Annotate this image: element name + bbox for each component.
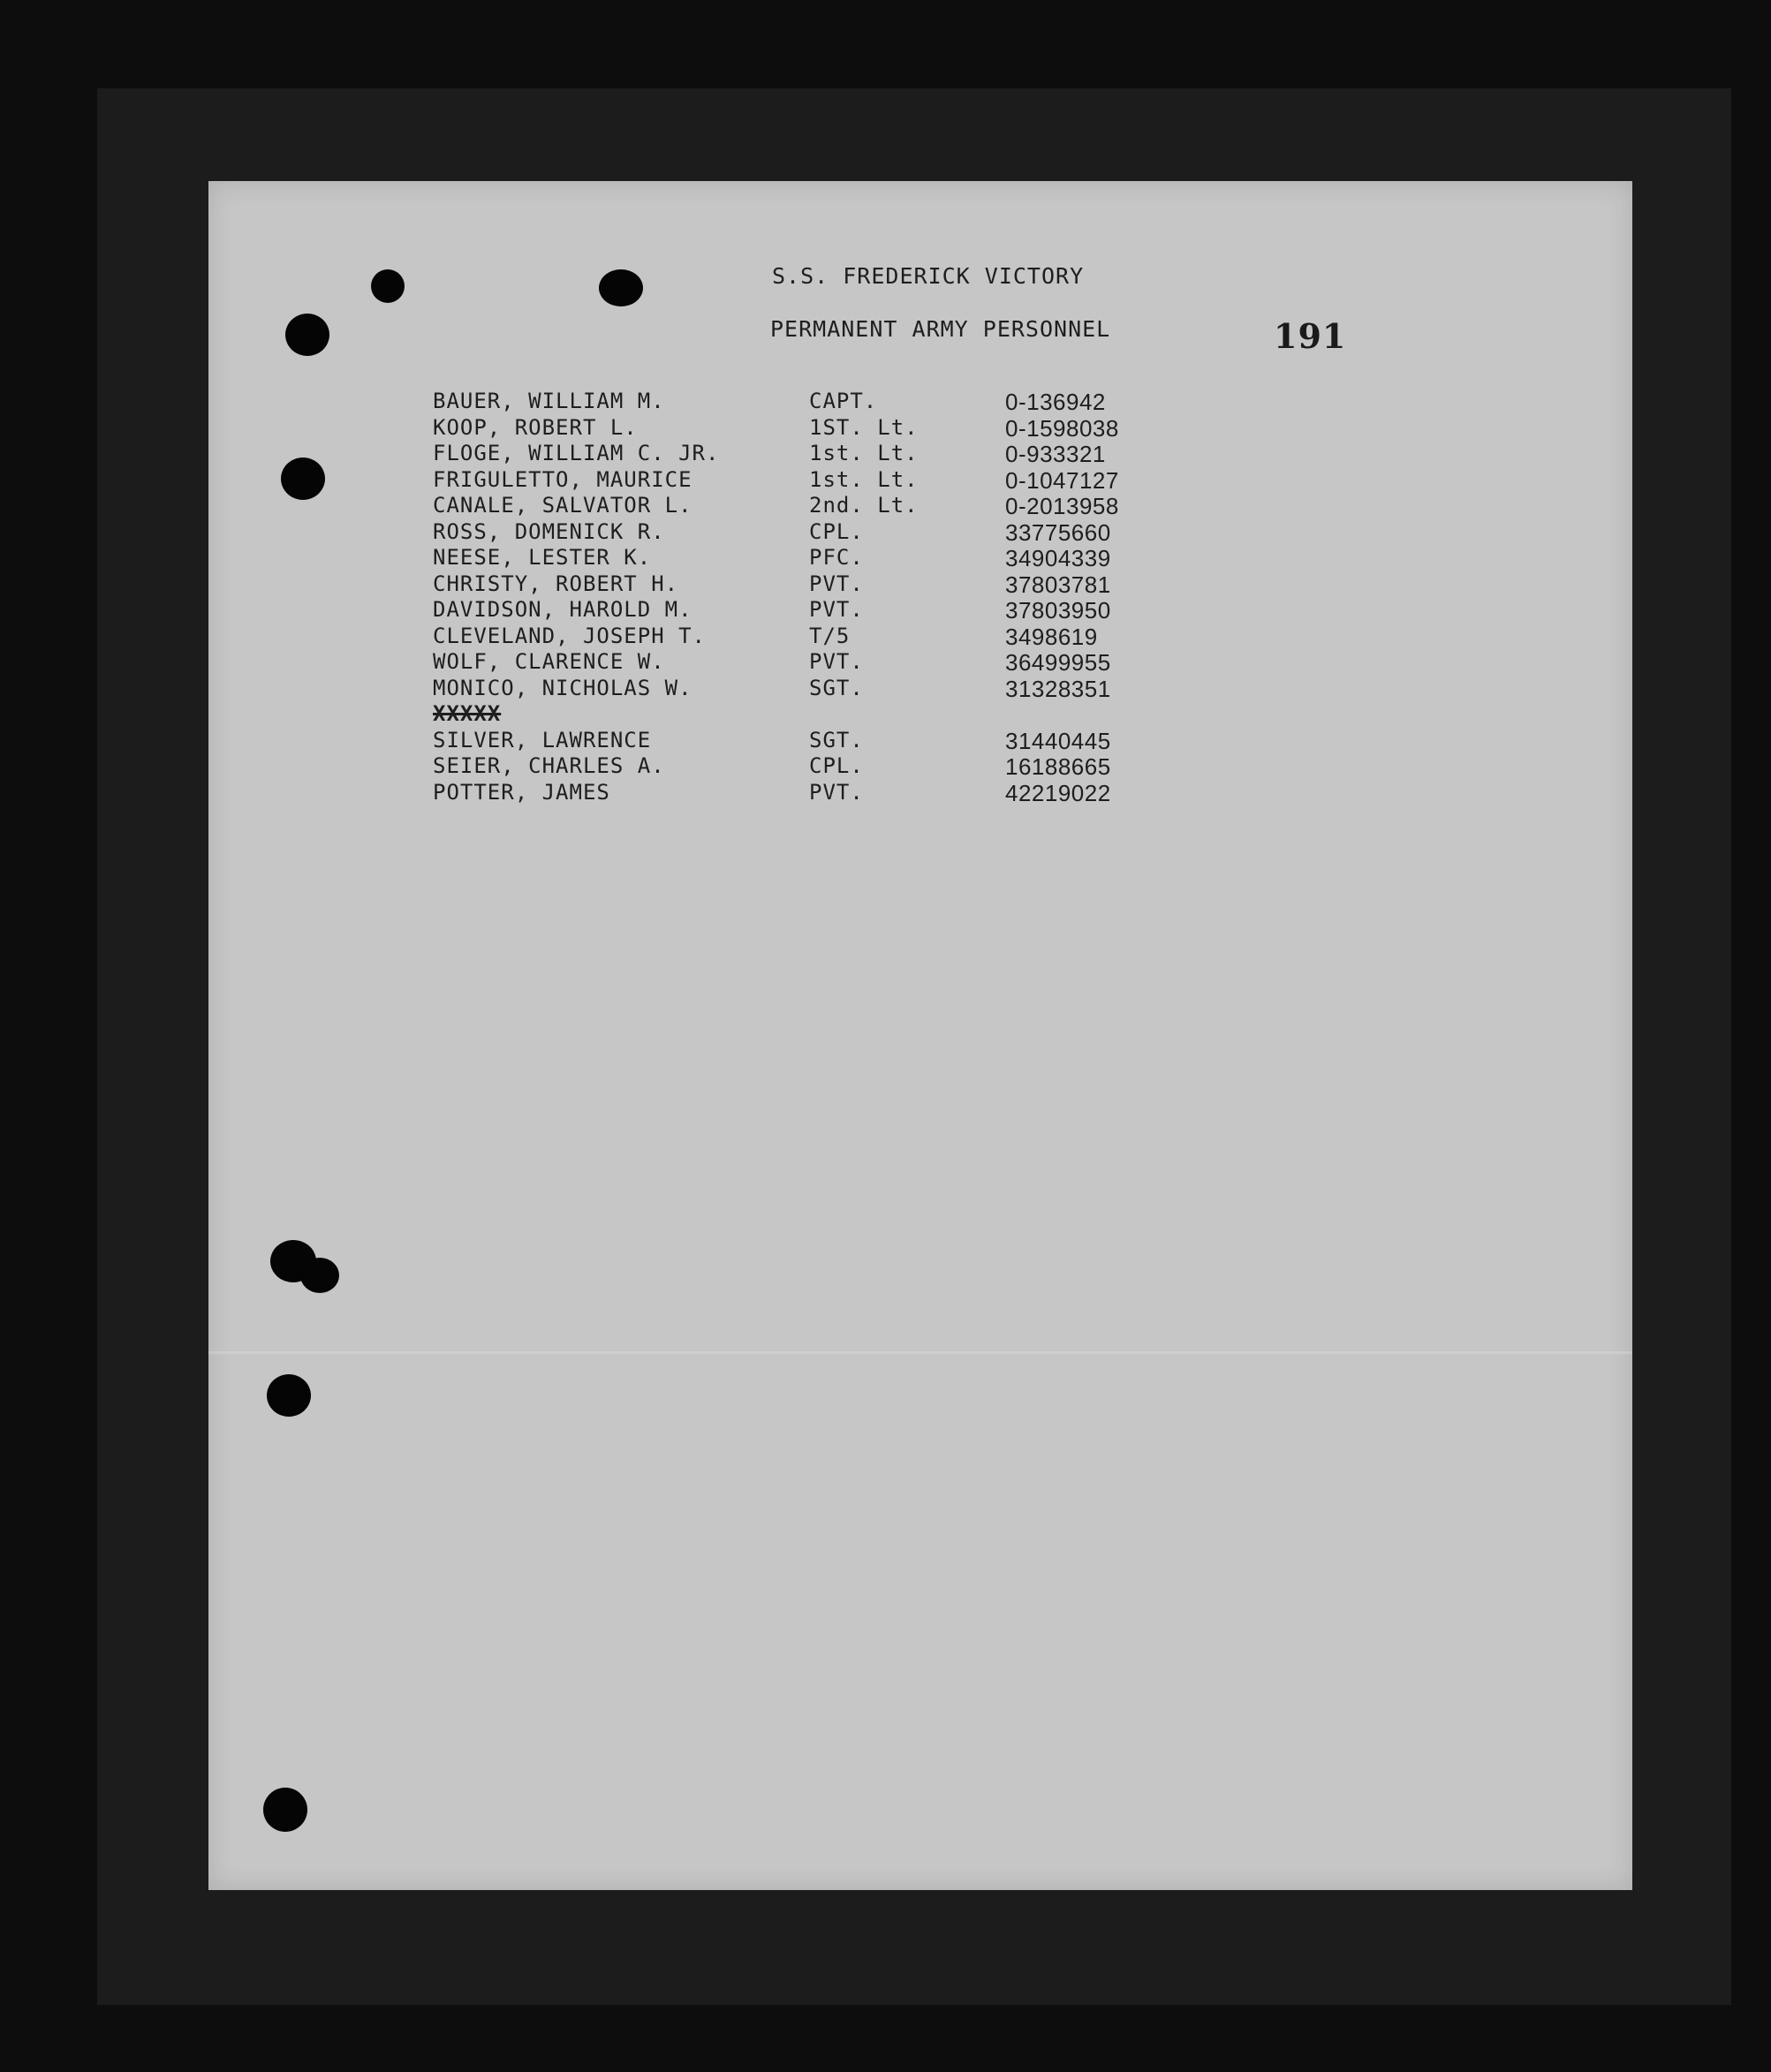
personnel-serial-number: 34904339 (1005, 545, 1111, 571)
personnel-rank: SGT. (809, 727, 864, 752)
personnel-serial-number: 0-1047127 (1005, 466, 1119, 494)
personnel-name: ROSS, DOMENICK R. (433, 518, 665, 544)
page-number: 191 (1274, 316, 1347, 356)
personnel-serial-number: 0-136942 (1005, 389, 1106, 415)
personnel-rank: CAPT. (809, 389, 878, 413)
roster-row (433, 753, 1111, 780)
personnel-name: CANALE, SALVATOR L. (433, 493, 693, 518)
personnel-serial-number: 31440445 (1005, 727, 1111, 754)
roster-row (433, 441, 1106, 467)
personnel-name: KOOP, ROBERT L. (433, 414, 638, 440)
personnel-name: SEIER, CHARLES A. (433, 753, 665, 778)
ship-name-title: S.S. FREDERICK VICTORY (772, 263, 1085, 289)
personnel-name: NEESE, LESTER K. (433, 545, 652, 570)
roster-row (433, 493, 1119, 519)
roster-row (433, 571, 1111, 598)
personnel-rank: PVT. (809, 779, 864, 805)
punch-hole (281, 458, 325, 500)
personnel-name: DAVIDSON, HAROLD M. (433, 597, 693, 622)
personnel-serial-number: 3498619 (1005, 623, 1098, 650)
personnel-serial-number: 31328351 (1005, 675, 1111, 702)
personnel-rank: PVT. (809, 597, 864, 622)
personnel-serial-number: 0-2013958 (1005, 493, 1119, 519)
paper-fold-line (208, 1351, 1632, 1354)
personnel-serial-number: 16188665 (1005, 753, 1111, 780)
roster-row (433, 518, 1111, 546)
punch-hole (371, 269, 405, 303)
personnel-heading: PERMANENT ARMY PERSONNEL (770, 316, 1111, 342)
personnel-serial-number: 42219022 (1005, 779, 1111, 806)
struck-out-entry: XXXXX (433, 701, 502, 726)
punch-hole (267, 1374, 311, 1417)
roster-row (433, 414, 1119, 442)
personnel-rank: PVT. (809, 649, 864, 674)
roster-row (433, 623, 1098, 650)
personnel-name: BAUER, WILLIAM M. (433, 389, 665, 413)
personnel-rank: 1ST. Lt. (809, 414, 919, 440)
punch-hole (599, 269, 643, 306)
personnel-roster (433, 389, 1119, 806)
document-page (208, 181, 1632, 1890)
personnel-rank: T/5 (809, 623, 851, 648)
personnel-serial-number: 33775660 (1005, 518, 1111, 546)
roster-row (433, 727, 1111, 754)
punch-hole (300, 1258, 339, 1293)
roster-row (433, 597, 1111, 624)
personnel-name: MONICO, NICHOLAS W. (433, 675, 693, 700)
punch-hole (263, 1788, 307, 1832)
roster-row (433, 675, 1111, 702)
personnel-name: POTTER, JAMES (433, 779, 610, 805)
personnel-rank: SGT. (809, 675, 864, 700)
personnel-serial-number: 36499955 (1005, 649, 1111, 676)
punch-hole (285, 314, 329, 356)
personnel-serial-number: 0-1598038 (1005, 414, 1119, 442)
roster-row (433, 649, 1111, 676)
personnel-name: CHRISTY, ROBERT H. (433, 571, 679, 596)
roster-row (433, 779, 1111, 806)
personnel-name: FLOGE, WILLIAM C. JR. (433, 441, 720, 465)
roster-row (433, 389, 1106, 415)
personnel-serial-number: 37803950 (1005, 597, 1111, 624)
personnel-rank: 2nd. Lt. (809, 493, 919, 518)
roster-row (433, 466, 1119, 494)
personnel-name: FRIGULETTO, MAURICE (433, 466, 693, 492)
personnel-serial-number: 0-933321 (1005, 441, 1106, 467)
personnel-rank: PFC. (809, 545, 864, 570)
roster-row-struck-out (433, 701, 502, 728)
personnel-rank: CPL. (809, 518, 864, 544)
personnel-serial-number: 37803781 (1005, 571, 1111, 598)
personnel-rank: 1st. Lt. (809, 441, 919, 465)
personnel-name: CLEVELAND, JOSEPH T. (433, 623, 706, 648)
roster-row (433, 545, 1111, 571)
personnel-name: WOLF, CLARENCE W. (433, 649, 665, 674)
personnel-name: SILVER, LAWRENCE (433, 727, 652, 752)
personnel-rank: 1st. Lt. (809, 466, 919, 492)
personnel-rank: CPL. (809, 753, 864, 778)
personnel-rank: PVT. (809, 571, 864, 596)
